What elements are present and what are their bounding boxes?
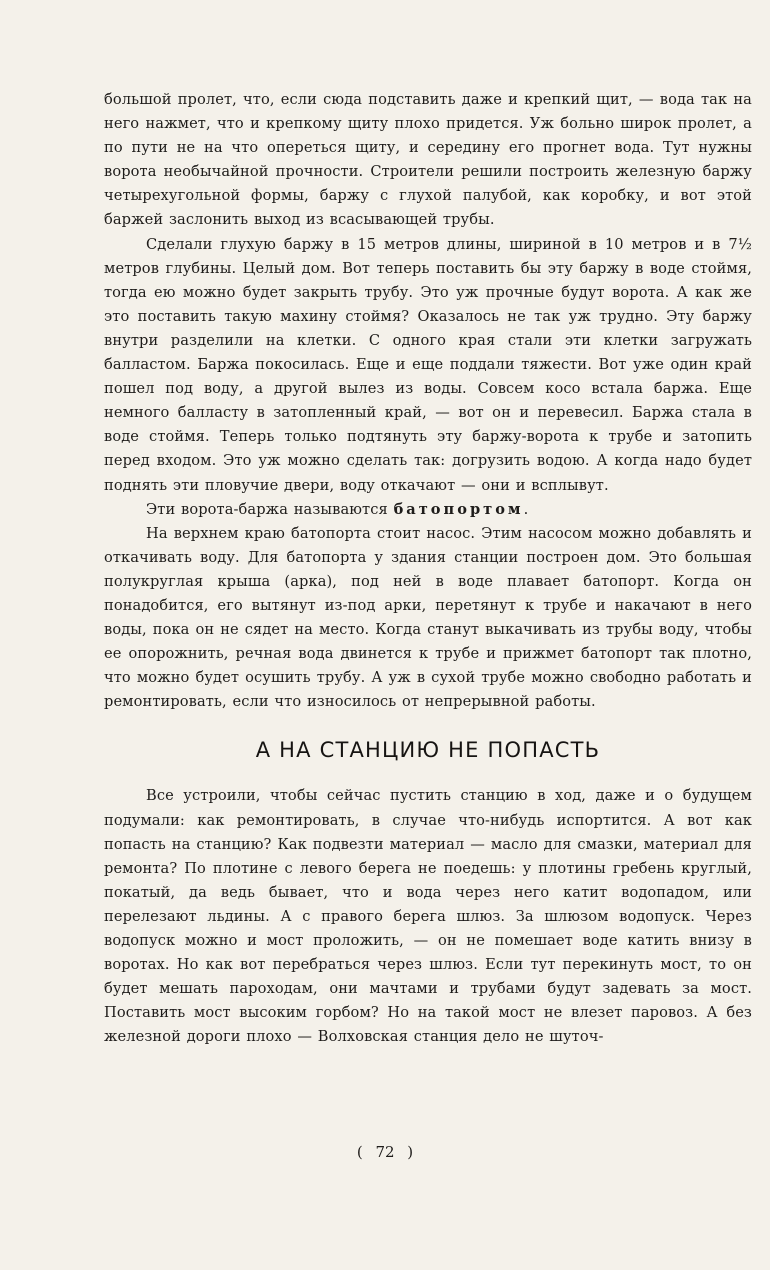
paragraph-4: На верхнем краю батопорта стоит насос. Этим насосом можно добавлять и откачивать воду. Для батопорта у здания станции построен дом. Это большая полукруглая крыша (арка), под ней в воде плавает батопорт. Когда он понадобится, его вытянут из-под арки, перетянут к трубе и накачают в него воды, пока он не сядет на место. Когда станут выкачивать из трубы воду, чтобы ее опорожнить, речная вода двинется к трубе и прижмет батопорт так плотно, что можно будет осушить трубу. А уж в сухой трубе можно свободно работать и ремонтировать, если что износилось от непрерывной работы. [104,524,752,711]
paragraph-3-start: Эти ворота-баржа называются [146,500,394,518]
section-heading: А НА СТАНЦИЮ НЕ ПОПАСТЬ [255,738,601,763]
paragraph-3-end: . [523,500,529,518]
paragraph-1: большой пролет, что, если сюда подставить даже и крепкий щит, — вода так на него нажмет, что и крепкому щиту плохо придется. Уж больно широк пролет, а по пути не на что опереться щиту, и середину его прогнет вода. Тут нужны ворота необычайной прочности. Строители решили построить железную баржу четырехугольной формы, баржу с глухой палубой, как коробку, и вот этой баржей заслонить выход из всасывающей трубы. [104,91,752,229]
page-body [104,88,752,1049]
paragraph-5: Все устроили, чтобы сейчас пустить станцию в ход, даже и о будущем подумали: как ремонтировать, в случае что-нибудь испортится. А вот как попасть на станцию? Как подвезти материал — масло для смазки, материал для ремонта? По плотине с левого берега не поедешь: у плотины гребень круглый, покатый, да ведь бывает, что и вода через него катит водопадом, или перелезают льдины. А с правого берега шлюз. За шлюзом водопуск. Через водопуск можно и мост проложить, — он не помешает воде катить внизу в воротах. Но как вот перебраться через шлюз. Если тут перекинуть мост, то он будет мешать пароходам, они мачтами и трубами будут задевать за мост. Поставить мост высоким горбом? Но на такой мост не влезет паровоз. А без железной дороги плохо — Волховская станция дело не шуточ- [104,787,752,1046]
paragraph-3 [104,498,752,522]
paragraph-2: Сделали глухую баржу в 15 метров длины, шириной в 10 метров и в 7½ метров глубины. Целый дом. Вот теперь поставить бы эту баржу в воде стоймя, тогда ею можно будет закрыть трубу. Это уж прочные будут ворота. А как же это поставить такую махину стоймя? Оказалось не так уж трудно. Эту баржу внутри разделили на клетки. С одного края стали эти клетки загружать балластом. Баржа покосилась. Еще и еще поддали тяжести. Вот уже один край пошел под воду, а другой вылез из воды. Совсем косо встала баржа. Еще немного балласту в затопленный край, — вот он и перевесил. Баржа стала в воде стоймя. Теперь только подтянуть эту баржу-ворота к трубе и затопить перед входом. Это уж можно сделать так: догрузить водою. А когда надо будет поднять эти пловучие двери, воду откачают — они и всплывут. [104,235,752,494]
term-batoport: батопортом [393,500,524,518]
page-number: ( 72 ) [356,1143,414,1161]
